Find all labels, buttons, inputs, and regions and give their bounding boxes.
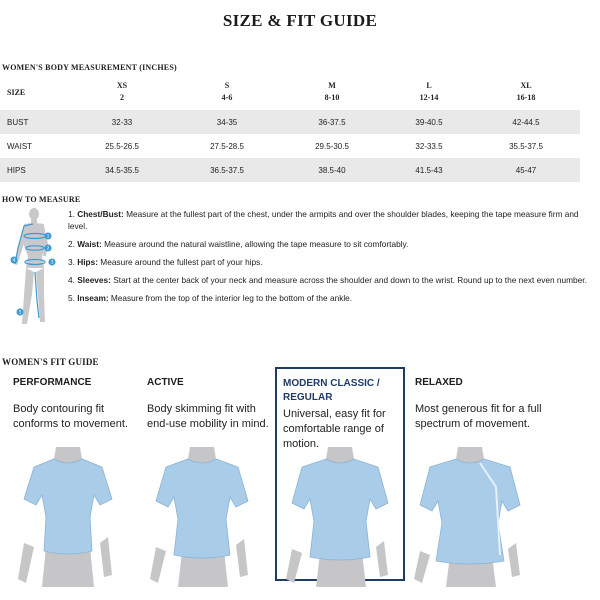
size-table [0,76,580,182]
fit-performance: PERFORMANCE Body contouring fit conforms to movement. [13,377,128,430]
shirt-performance-icon [8,447,128,587]
marker-3: 3 [50,260,54,266]
marker-1: 1 [46,234,50,240]
step-waist: 2. Waist: Measure around the natural waistline, allowing the tape measure to sit comfortably. [68,239,409,249]
size-header-row [0,76,580,110]
marker-5: 5 [18,310,22,316]
marker-4: 4 [12,258,16,264]
step-inseam: 5. Inseam: Measure from the top of the interior leg to the bottom of the ankle. [68,293,353,303]
size-header-xs: XS 2 [116,81,128,102]
marker-2: 2 [46,246,50,252]
step-hips: 3. Hips: Measure around the fullest part of your hips. [68,257,263,267]
step-sleeves: 4. Sleeves: Start at the center back of your neck and measure across the shoulder and down to the wrist. Round up to the next even number. [68,275,587,285]
measurement-section-title: WOMEN'S BODY MEASUREMENT (INCHES) [2,63,177,72]
step-chest: 1. Chest/Bust: Measure at the fullest part of the chest, under the armpits and over the shoulder blades, keeping the tape measure firm and level. [68,209,579,231]
fit-guide-title: WOMEN'S FIT GUIDE [2,357,99,367]
table-row-waist: WAIST 25.5-26.5 27.5-28.5 29.5-30.5 32-33.5 35.5-37.5 [7,142,543,151]
body-figure-icon [4,206,60,334]
size-header-s: S 4-6 [221,81,233,102]
size-header-xl: XL 16-18 [516,81,536,102]
fit-modern-classic: MODERN CLASSIC / REGULAR Universal, easy fit for comfortable range of motion. [283,378,386,450]
size-header-m: M 8-10 [324,81,340,102]
shirt-modern-classic-icon [280,447,400,587]
table-row-hips: HIPS 34.5-35.5 36.5-37.5 38.5-40 41.5-43 45-47 [0,158,580,182]
shirt-relaxed-icon [410,447,530,587]
shirt-active-icon [142,447,262,587]
how-to-measure-title: HOW TO MEASURE [2,195,81,204]
measure-steps [68,208,598,310]
size-header-l: L 12-14 [419,81,439,102]
table-row-bust: BUST 32-33 34-35 36-37.5 39-40.5 42-44.5 [0,110,580,134]
fit-relaxed: RELAXED Most generous fit for a full spectrum of movement. [415,377,542,430]
size-header-label: SIZE [7,88,26,97]
fit-active: ACTIVE Body skimming fit with end-use mobility in mind. [147,377,269,430]
page-title: SIZE & FIT GUIDE [222,11,378,30]
